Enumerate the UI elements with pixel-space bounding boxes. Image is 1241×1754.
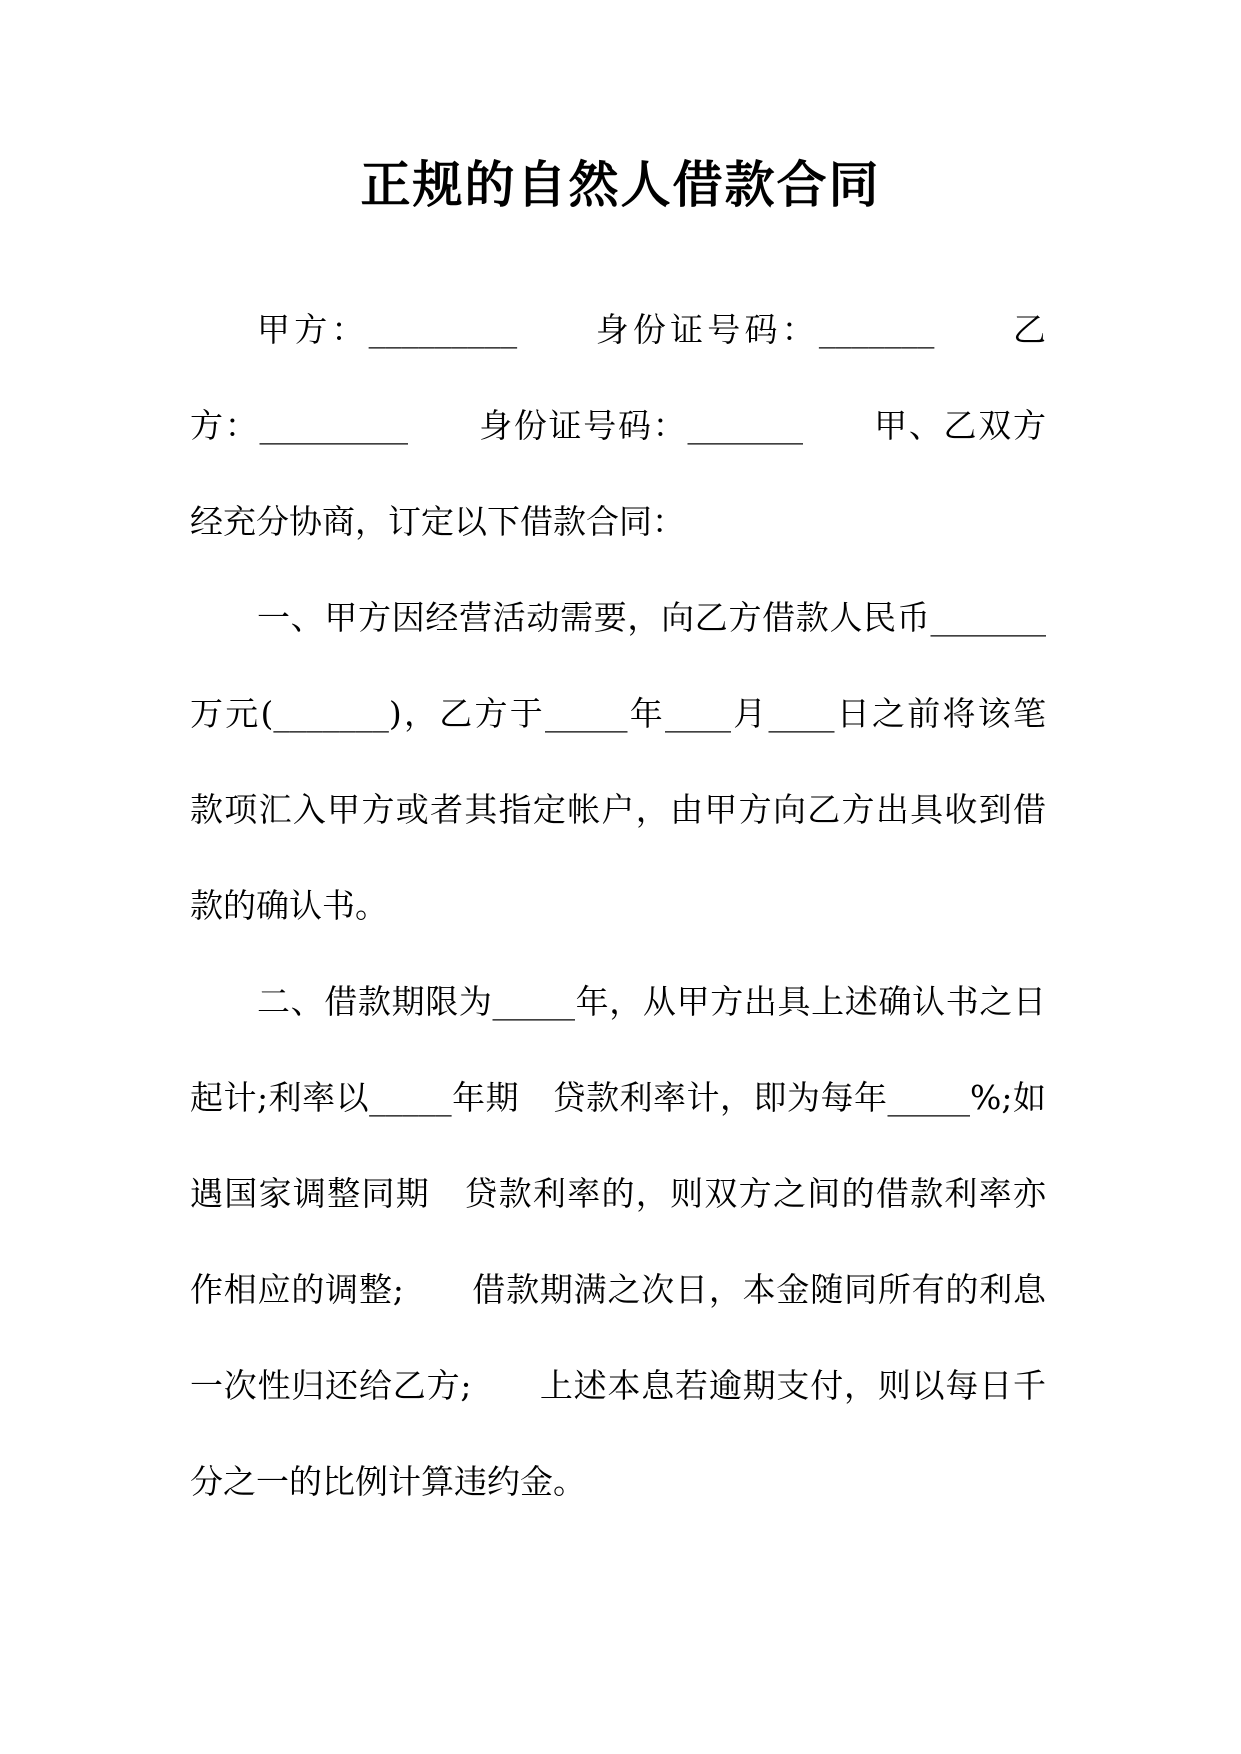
clause-1-line-2: 万元(_______)，乙方于_____年____月____日之前将该笔 (190, 694, 1046, 733)
clause-2-line-3: 遇国家调整同期 贷款利率的，则双方之间的借款利率亦 (190, 1174, 1046, 1213)
clause-1-line-3: 款项汇入甲方或者其指定帐户，由甲方向乙方出具收到借 (190, 790, 1046, 829)
clause-2-line-4: 作相应的调整; 借款期满之次日，本金随同所有的利息 (190, 1270, 1046, 1309)
clause-2-line-2: 起计;利率以_____年期 贷款利率计，即为每年_____%;如 (190, 1078, 1046, 1117)
paragraph-line-2: 方：_________ 身份证号码：_______ 甲、乙双方 (190, 406, 1046, 445)
clause-2-line-6: 分之一的比例计算违约金。 (190, 1462, 586, 1501)
clause-2-line-5: 一次性归还给乙方; 上述本息若逾期支付，则以每日千 (190, 1366, 1046, 1405)
clause-1-line-4: 款的确认书。 (190, 886, 388, 925)
paragraph-line-3: 经充分协商，订定以下借款合同： (190, 502, 685, 541)
clause-1-line-1: 一、甲方因经营活动需要，向乙方借款人民币_______ (257, 598, 1046, 637)
document-title: 正规的自然人借款合同 (360, 156, 881, 214)
paragraph-line-1: 甲方：_________ 身份证号码：_______ 乙 (257, 310, 1046, 349)
clause-2-line-1: 二、借款期限为_____年，从甲方出具上述确认书之日 (257, 982, 1046, 1021)
